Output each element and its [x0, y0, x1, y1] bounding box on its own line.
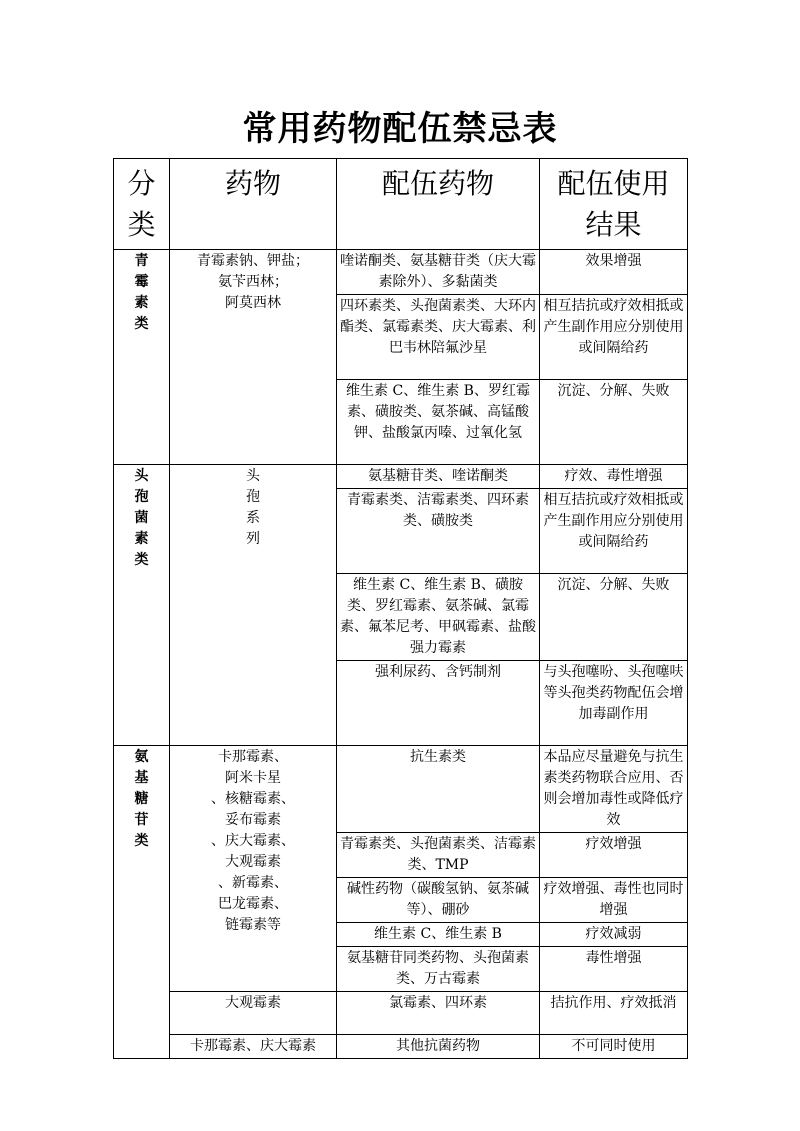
combo-cell: 碱性药物（碳酸氢钠、氨茶碱等）、硼砂 — [337, 878, 540, 923]
combo-cell: 维生素 C、维生素 B、磺胺类、罗红霉素、氨茶碱、氯霉素、氟苯尼考、甲砜霉素、盐酸强力霉素 — [337, 574, 540, 661]
table-row — [114, 465, 688, 489]
result-cell: 本品应尽量避免与抗生素类药物联合应用、否则会增加毒性或降低疗效 — [540, 746, 688, 833]
result-cell: 沉淀、分解、失败 — [540, 574, 688, 661]
combo-cell: 维生素 C、维生素 B — [337, 923, 540, 947]
combo-cell: 维生素 C、维生素 B、罗红霉素、磺胺类、氨茶碱、高锰酸钾、盐酸氯丙嗪、过氧化氢 — [337, 380, 540, 465]
combo-cell: 其他抗菌药物 — [337, 1035, 540, 1059]
category-cell: 氨基糖苷类 — [114, 746, 170, 1059]
header-row — [114, 159, 688, 250]
header-combo: 配伍药物 — [337, 159, 540, 250]
table-row — [114, 1035, 688, 1059]
result-cell: 疗效、毒性增强 — [540, 465, 688, 489]
drug-cell: 头 孢 系 列 — [170, 465, 337, 746]
header-category: 分类 — [114, 159, 170, 250]
combo-cell: 喹诺酮类、氨基糖苷类（庆大霉素除外）、多黏菌类 — [337, 250, 540, 295]
incompatibility-table — [113, 158, 688, 1059]
combo-cell: 青霉素类、头孢菌素类、洁霉素类、TMP — [337, 833, 540, 878]
drug-cell: 青霉素钠、钾盐； 氨苄西林； 阿莫西林 — [170, 250, 337, 465]
table-row — [114, 250, 688, 295]
combo-cell: 氨基糖苷同类药物、头孢菌素类、万古霉素 — [337, 947, 540, 992]
result-cell: 相互拮抗或疗效相抵或产生副作用应分别使用或间隔给药 — [540, 489, 688, 574]
combo-cell: 氨基糖苷类、喹诺酮类 — [337, 465, 540, 489]
combo-cell: 氯霉素、四环素 — [337, 992, 540, 1035]
result-cell: 疗效减弱 — [540, 923, 688, 947]
drug-cell: 卡那霉素、庆大霉素 — [170, 1035, 337, 1059]
result-cell: 毒性增强 — [540, 947, 688, 992]
result-cell: 相互拮抗或疗效相抵或产生副作用应分别使用或间隔给药 — [540, 295, 688, 380]
drug-cell: 卡那霉素、 阿米卡星 、核糖霉素、 妥布霉素 、庆大霉素、 大观霉素 、新霉素、 巴龙霉素、 链霉素等 — [170, 746, 337, 992]
table-row — [114, 746, 688, 833]
result-cell: 拮抗作用、疗效抵消 — [540, 992, 688, 1035]
result-cell: 疗效增强 — [540, 833, 688, 878]
drug-cell: 大观霉素 — [170, 992, 337, 1035]
page-title: 常用药物配伍禁忌表 — [242, 109, 558, 149]
combo-cell: 青霉素类、洁霉素类、四环素类、磺胺类 — [337, 489, 540, 574]
combo-cell: 四环素类、头孢菌素类、大环内酯类、氯霉素类、庆大霉素、利巴韦林陪氟沙星 — [337, 295, 540, 380]
combo-cell: 抗生素类 — [337, 746, 540, 833]
header-drug: 药物 — [170, 159, 337, 250]
category-cell: 青霉素类 — [114, 250, 170, 465]
result-cell: 与头孢噻吩、头孢噻呋等头孢类药物配伍会增加毒副作用 — [540, 661, 688, 746]
result-cell: 沉淀、分解、失败 — [540, 380, 688, 465]
category-cell: 头孢菌素类 — [114, 465, 170, 746]
combo-cell: 强利尿药、含钙制剂 — [337, 661, 540, 746]
result-cell: 效果增强 — [540, 250, 688, 295]
result-cell: 疗效增强、毒性也同时增强 — [540, 878, 688, 923]
result-cell: 不可同时使用 — [540, 1035, 688, 1059]
table-row — [114, 992, 688, 1035]
header-result: 配伍使用结果 — [540, 159, 688, 250]
